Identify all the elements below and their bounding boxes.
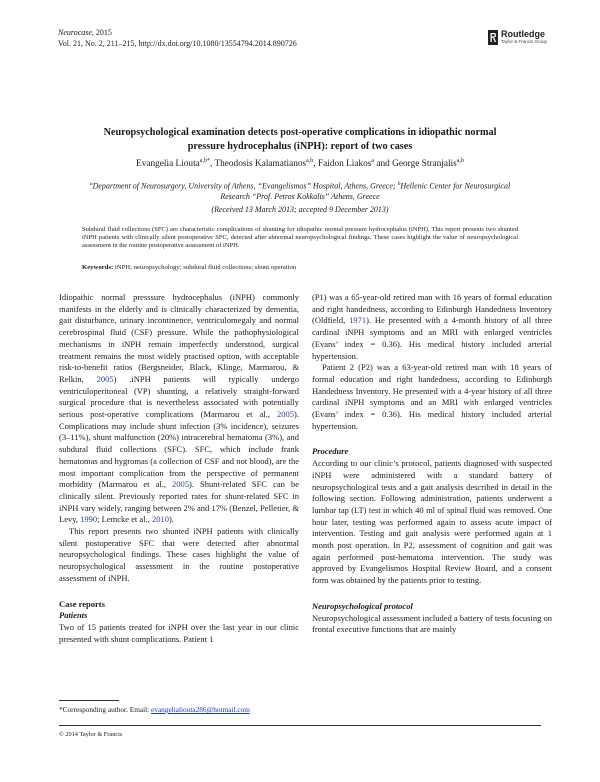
text-run: ). He presented with a 4-month history of all three cardinal iNPH symptoms and an MRI with enlarged ventricles (Evans’ index = 0.36). His medical history included arterial hypertension. — [312, 315, 552, 361]
affil-b-sup: b — [397, 181, 401, 187]
copyright: © 2014 Taylor & Francis — [59, 731, 123, 738]
patients-heading: Patients — [59, 610, 88, 621]
article-title — [60, 126, 540, 153]
text-run: ). Complications may include shunt infection (3% incidence), seizures (3–11%), shunt malfunction (20%) intracerebral hematoma (3%), and subdural fluid collections (SFC). SFC, which include frank hematomas and hygromas (a collection of CSF and not blood), are the most important complication from the perspective of permanent morbidity (Marmarou et al., — [59, 409, 299, 490]
publisher-name: Routledge — [501, 29, 545, 39]
author-affil-sup: a,b — [456, 158, 464, 164]
patient-2-paragraph: Patient 2 (P2) was a 63-year-old retired man with 18 years of formal education and right handedness, according to Edinburgh Handedness Inventory. He presented with a 4-year history of all three cardinal iNPH symptoms and an MRI with enlarged ventricles (Evans’ index = 0.36). His medical history included arterial hypertension. — [312, 362, 552, 431]
citation-link[interactable]: 1971 — [349, 315, 367, 326]
author-separator: , — [209, 159, 215, 170]
author-name: George Stranjalis — [392, 159, 457, 170]
abstract: Subdural fluid collections (SFC) are characteristic complications of shunting for idiopathic normal pressure hydrocephalus (iNPH). This report presents two shunted iNPH patients with clinically silent postoperative SFC, detected after abnormal neuropsychological findings. These cases highlight the value of neuropsychological assessment in the routine postoperative assessment of iNPH. — [82, 226, 518, 250]
citation-link[interactable]: 2010 — [151, 514, 169, 525]
journal-name: Neurocase — [58, 28, 92, 37]
author-affil-sup: a,b — [199, 158, 207, 164]
citation-link[interactable]: 1990 — [80, 514, 98, 525]
citation-link[interactable]: 2005 — [277, 409, 295, 420]
affil-b-line-1: Hellenic Center for Neurosurgical — [400, 181, 511, 191]
publisher-logo — [488, 30, 547, 46]
author-name: Evangelia Liouta — [136, 159, 200, 170]
corresponding-footnote — [59, 705, 250, 714]
keywords-list: iNPH; neuropsychology; subdural fluid collections; shunt operation — [113, 264, 297, 271]
title-line-2: pressure hydrocephalus (iNPH): report of two cases — [187, 140, 413, 152]
procedure-paragraph: According to our clinic’s protocol, patients diagnosed with suspected iNPH were administered with a standard battery of neuropsychological tests and a gait analysis described in detail in the following section. Following administration, patients underwent a lumbar tap (LT) test in which 40 ml of spinal fluid was removed. One hour later, testing was performed again to assess acute impact of intervention. Testing and gait analysis were performed again at 1 month post operation. In P2, assessment of cognition and gait was again performed post-hematoma intervention. The study was approved by Evangelismos Hospital Review Board, and a consent form was obtained by the patients prior to testing. — [312, 458, 552, 586]
keywords-label: Keywords: — [82, 264, 114, 271]
text-run: (P1) was a 65-year-old retired man with 16 years of formal education and right handedness, according to Edinburgh Handedness Inventory (Oldfield, — [312, 292, 552, 326]
affil-b-line-2: Research “Prof. Petros Kokkalis” Athens, Greece — [220, 192, 380, 202]
text-run: ). Shunt-related SFC can be clinically silent. Previously reported rates for shunt-related SFC in iNPH vary widely, ranging between 2% and 17% (Benzel, Pelletier, & Levy, — [59, 479, 299, 525]
intro-paragraph-1 — [59, 292, 299, 526]
volume-doi-line: Vol. 21, No. 2, 211–215, http://dx.doi.org/10.1080/13554794.2014.890726 — [58, 38, 297, 48]
journal-year: , 2015 — [91, 28, 112, 37]
text-run: ). — [168, 514, 174, 525]
author-name: Faidon Liakos — [317, 159, 372, 170]
citation-link[interactable]: 2005 — [172, 479, 190, 490]
corresponding-email-link[interactable]: evangelialiouta286@hotmail.com — [151, 705, 250, 714]
author-name: Theodosis Kalamatianos — [214, 159, 307, 170]
affiliations — [60, 179, 540, 203]
footnote-label: *Corresponding author. Email: — [59, 705, 152, 714]
patients-paragraph: Two of 15 patients treated for iNPH over the last year in our clinic presented with shunt complications. Patient 1 — [59, 621, 299, 644]
procedure-heading: Procedure — [312, 446, 349, 457]
author-list — [60, 158, 540, 169]
footer-rule — [59, 725, 541, 726]
affil-a: Department of Neurosurgery, University of Athens, “Evangelismos” Hospital, Athens, Greece; — [92, 181, 398, 191]
right-column — [312, 292, 552, 636]
text-run: ; Lemcke et al., — [97, 514, 152, 525]
neuropsych-heading: Neuropsychological protocol — [312, 600, 413, 611]
corresponding-mark: * — [206, 158, 210, 164]
publisher-subtitle: Taylor & Francis Group — [501, 39, 548, 44]
routledge-r-icon — [488, 30, 498, 45]
patient-1-paragraph — [312, 292, 552, 362]
author-affil-sup: a — [371, 158, 375, 164]
received-dates: (Received 13 March 2013; accepted 9 December 2013) — [211, 205, 389, 214]
journal-header — [58, 28, 297, 49]
citation-link[interactable]: 2005 — [96, 373, 114, 384]
neuropsych-paragraph: Neuropsychological assessment included a battery of tests focusing on frontal executive functions that are mainly — [312, 612, 552, 635]
title-line-1: Neuropsychological examination detects post-operative complications in idiopathic normal — [103, 127, 497, 138]
affil-a-sup: a — [89, 181, 93, 187]
footnote-rule — [59, 700, 119, 701]
text-run: ) .iNPH patients will typically undergo ventriculoperitoneal (VP) shunting, a relatively straight-forward surgical procedure that is nevertheless associated with potentially serious post-operative complications (Marmarou et al., — [59, 373, 299, 420]
author-affil-sup: a,b — [306, 158, 314, 164]
left-column — [59, 292, 299, 645]
intro-paragraph-2: This report presents two shunted iNPH patients with clinically silent postoperative SFC that were detected after abnormal neuropsychological findings. These cases highlight the value of neuropsychological assessment in the routine postoperative assessment of iNPH. — [59, 526, 299, 583]
case-reports-heading: Case reports — [59, 598, 105, 609]
text-run: Idiopathic normal presssure hydrocephalus (iNPH) commonly manifests in the elderly and is clinically characterized by dementia, gait disturbance, urinary incontinence, ventriculomegaly and normal cerebrospinal fluid (CSF) pressure. While the pathophysiological mechanisms in iNPH remain imperfectly understood, surgical treatment remains the most widely practised option, with acceptable risk-to-benefit ratios (Bergsneider, Black, Klinge, Marmarou, & Relkin, — [59, 292, 299, 384]
author-separator: and — [374, 159, 393, 170]
author-separator: , — [313, 159, 318, 170]
keywords — [82, 264, 518, 271]
